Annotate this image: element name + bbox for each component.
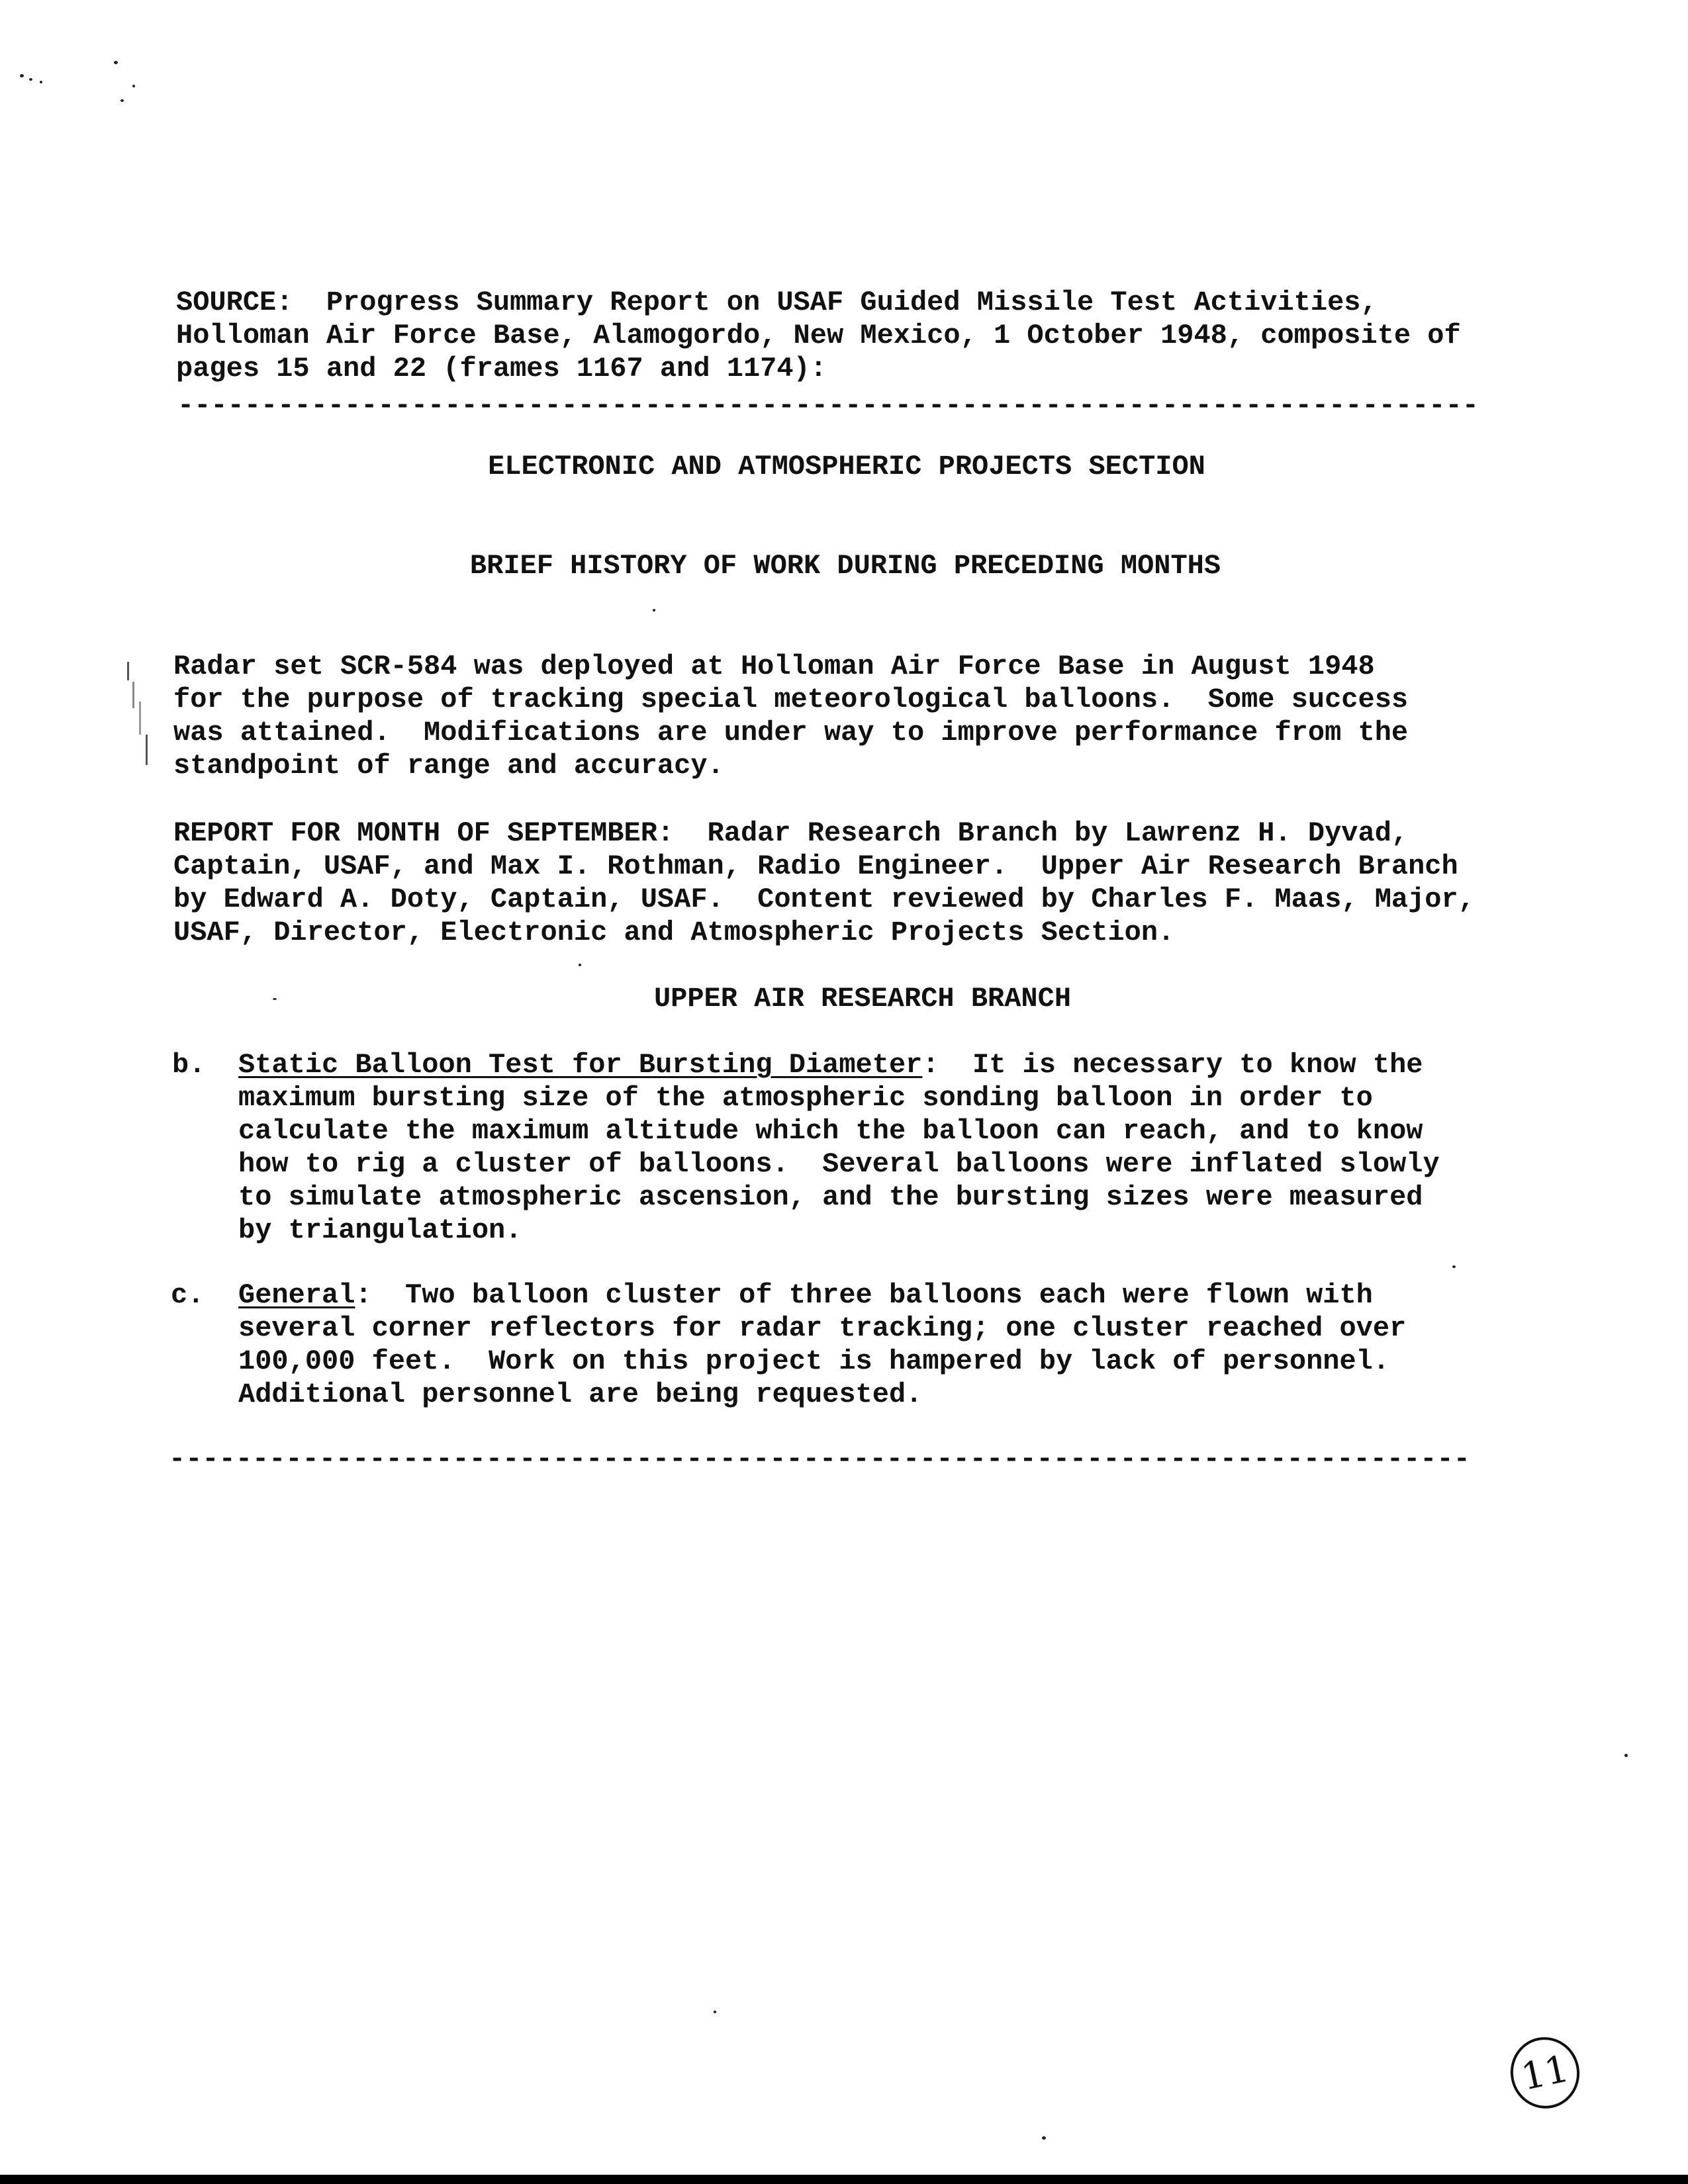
item-b-line: maximum bursting size of the atmospheric sonding balloon in order to: [238, 1082, 1373, 1114]
report-line: Captain, USAF, and Max I. Rothman, Radio Engineer. Upper Air Research Branch: [173, 850, 1458, 882]
scan-bottom-edge: [0, 2175, 1688, 2184]
item-c-heading: General: [238, 1279, 355, 1311]
source-citation: [176, 286, 1461, 385]
item-b-line: how to rig a cluster of balloons. Several balloons were inflated slowly: [238, 1148, 1440, 1180]
branch-title: UPPER AIR RESEARCH BRANCH: [653, 983, 1072, 1015]
history-line: Radar set SCR-584 was deployed at Holloman Air Force Base in August 1948: [173, 651, 1375, 682]
top-dashed-rule: ------------------------------------------------------------------------------: [177, 390, 1479, 422]
report-paragraph: [173, 817, 1475, 949]
history-line: standpoint of range and accuracy.: [173, 750, 724, 782]
margin-mark: [139, 702, 141, 735]
history-title: BRIEF HISTORY OF WORK DURING PRECEDING MONTHS: [469, 550, 1221, 582]
page-number-circled: [1504, 2030, 1586, 2115]
item-c-body: [238, 1279, 1406, 1411]
report-line: USAF, Director, Electronic and Atmospheric Projects Section.: [173, 917, 1175, 948]
scan-speck: [1624, 1754, 1628, 1757]
margin-mark: [127, 662, 129, 680]
bottom-dashed-rule: ------------------------------------------------------------------------------: [169, 1443, 1470, 1475]
history-line: for the purpose of tracking special meteorological balloons. Some success: [173, 684, 1409, 715]
page-number-text: 11: [1517, 2046, 1573, 2099]
item-c-line: several corner reflectors for radar tracking; one cluster reached over: [238, 1312, 1407, 1344]
item-b-heading: Static Balloon Test for Bursting Diameter: [238, 1049, 923, 1081]
history-line: was attained. Modifications are under way to improve performance from the: [173, 717, 1409, 749]
source-line-1: SOURCE: Progress Summary Report on USAF Guided Missile Test Activities,: [176, 287, 1378, 318]
scan-speck: [40, 81, 42, 83]
source-line-3: pages 15 and 22 (frames 1167 and 1174):: [176, 353, 827, 385]
item-c-label: c.: [171, 1279, 205, 1311]
scan-speck: [653, 609, 655, 612]
margin-mark: [132, 682, 134, 708]
item-b-line: to simulate atmospheric ascension, and the bursting sizes were measured: [238, 1181, 1423, 1213]
report-line: REPORT FOR MONTH OF SEPTEMBER: Radar Research Branch by Lawrenz H. Dyvad,: [173, 817, 1409, 849]
item-b-line: by triangulation.: [238, 1214, 522, 1246]
scan-speck: [120, 99, 124, 102]
scan-speck: [1042, 2136, 1046, 2140]
scan-speck: [273, 998, 277, 1000]
item-b-line: calculate the maximum altitude which the balloon can reach, and to know: [238, 1115, 1423, 1147]
scan-speck: [29, 78, 32, 81]
scan-speck: [20, 74, 24, 77]
scan-speck: [132, 85, 135, 87]
history-paragraph: [173, 650, 1408, 782]
item-c-line: Additional personnel are being requested.: [238, 1379, 923, 1410]
item-c-line: 100,000 feet. Work on this project is hampered by lack of personnel.: [238, 1345, 1390, 1377]
scan-speck: [114, 61, 118, 64]
section-title: ELECTRONIC AND ATMOSPHERIC PROJECTS SECTION: [488, 451, 1205, 482]
item-b-body: [238, 1048, 1440, 1247]
item-b-label: b.: [172, 1049, 206, 1081]
scan-speck: [1452, 1265, 1456, 1268]
item-c-first-line-rest: : Two balloon cluster of three balloons each were flown with: [355, 1279, 1373, 1311]
report-line: by Edward A. Doty, Captain, USAF. Content reviewed by Charles F. Maas, Major,: [173, 884, 1475, 915]
margin-mark: [146, 735, 148, 765]
item-b-first-line-rest: : It is necessary to know the: [922, 1049, 1423, 1081]
source-line-2: Holloman Air Force Base, Alamogordo, New Mexico, 1 October 1948, composite of: [176, 320, 1461, 351]
scan-speck: [714, 2011, 716, 2013]
scan-speck: [579, 964, 581, 966]
